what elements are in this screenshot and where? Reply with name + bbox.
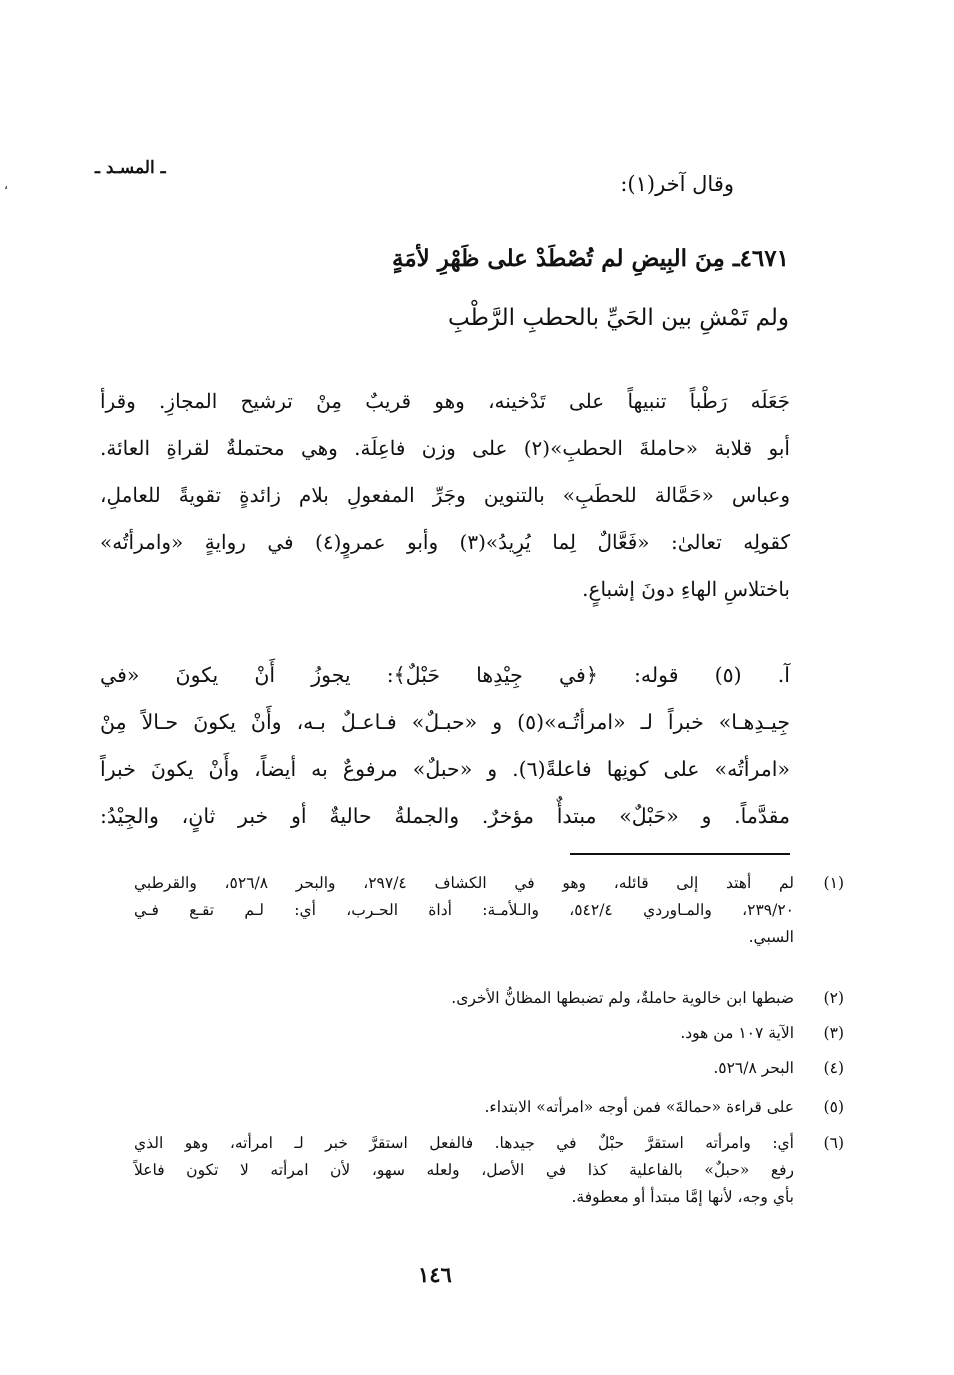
footnote-line: على قراءة «حمالةَ» فمن أوجه «امرأته» الابتداء. xyxy=(484,1098,794,1116)
footnote-1 xyxy=(134,870,844,951)
footnote-line: ٢٣٩/٢٠، والمـاوردي ٥٤٢/٤، والـلأمـة: أداة الحـرب، أي: لـم تقـع فـي xyxy=(134,901,794,919)
poem-verse-second: ولم تَمْشِ بين الحَيِّ بالحطبِ الرَّطْبِ xyxy=(448,305,789,331)
paragraph-line: أبو قلابة «حاملةَ الحطبِ»(٢) على وزن فاعِلَة. وهي محتملةٌ لقراةِ العائة. xyxy=(100,436,790,460)
paragraph-line: جِيـدِهـا» خبراً لـ «امرأتُـه»(٥) و «حبـلٌ» فـاعـلٌ بـه، وأَنْ يكونَ حـالاً مِنْ xyxy=(100,710,790,734)
commentary-paragraph-1 xyxy=(100,378,790,613)
footnote-number: (٥) xyxy=(823,1098,844,1116)
footnote-number: (٤) xyxy=(823,1059,844,1077)
footnote-number: (١) xyxy=(823,874,844,892)
paragraph-line: كقولِه تعالىٰ: «فَعَّالٌ لِما يُرِيدُ»(٣) وأبو عمروٍ(٤) في روايةٍ «وامرأتُه» xyxy=(100,530,790,554)
edge-mark: ، xyxy=(4,178,8,192)
paragraph-line: وعباس «حَمَّالة للحطَبِ» بالتنوين وجَرِّ المفعولِ بلام زائدةٍ تقويةً للعاملِ، xyxy=(100,483,790,507)
paragraph-line: جَعَلَه رَطْباً تنبيهاً على تَدْخينه، وهو قريبٌ مِنْ ترشيح المجازِ. وقرأ xyxy=(100,389,790,413)
footnote-line: لم أهتد إلى قائله، وهو في الكشاف ٢٩٧/٤، والبحر ٥٢٦/٨، والقرطبي xyxy=(134,874,794,892)
paragraph-line: مقدَّماً. و «حَبْلٌ» مبتدأٌ مؤخرٌ. والجملةُ حاليةٌ أو خبر ثانٍ، والجِيْدُ: xyxy=(100,804,790,828)
footnote-6 xyxy=(134,1130,844,1211)
footnote-2 xyxy=(134,985,844,1012)
footnote-3 xyxy=(134,1020,844,1047)
footnote-line: ضبطها ابن خالوية حاملةٌ، ولم تضبطها المظانُّ الأخرى. xyxy=(451,989,794,1007)
paragraph-line: آ. (٥) قوله: ﴿في جِيْدِها حَبْلٌ﴾: يجوزُ أَنْ يكونَ «في xyxy=(100,663,790,687)
paragraph-line: «امرأتُه» على كونِها فاعلةً(٦). و «حبلٌ» مرفوعٌ به أيضاً، وأَنْ يكونَ خبراً xyxy=(100,757,790,781)
footnote-line: أي: وامرأته استقرَّ حبْلٌ في جيدها. فالفعل استقرَّ خبر لـ امرأته، وهو الذي xyxy=(134,1134,794,1152)
footnote-number: (٣) xyxy=(823,1024,844,1042)
footnote-line: بأي وجه، لأنها إمَّا مبتدأ أو معطوفة. xyxy=(571,1188,794,1206)
footnote-line: البحر ٥٢٦/٨. xyxy=(713,1059,794,1077)
page-number: ١٤٦ xyxy=(418,1262,452,1287)
commentary-paragraph-2 xyxy=(100,652,790,840)
paragraph-line: باختلاسِ الهاءِ دونَ إشباعٍ. xyxy=(582,577,790,601)
footnote-4 xyxy=(134,1055,844,1082)
footnote-line: السبي. xyxy=(748,928,794,946)
poem-verse-first: ٤٦٧١ـ مِنَ البِيضِ لم تُصْطَدْ على ظَهْرِ لأمَةٍ xyxy=(392,245,789,272)
footnote-divider xyxy=(570,853,790,855)
footnote-5 xyxy=(134,1094,844,1121)
footnote-line: رفع «حبلٌ» بالفاعلية كذا في الأصل، ولعله سهو، لأن امرأته لا تكون فاعلاً xyxy=(134,1161,794,1179)
intro-line: وقال آخر(١): xyxy=(620,172,734,196)
footnote-number: (٢) xyxy=(823,989,844,1007)
footnote-line: الآية ١٠٧ من هود. xyxy=(680,1024,794,1042)
footnote-number: (٦) xyxy=(823,1134,844,1152)
running-header-title: ـ المسـد ـ xyxy=(95,158,166,178)
